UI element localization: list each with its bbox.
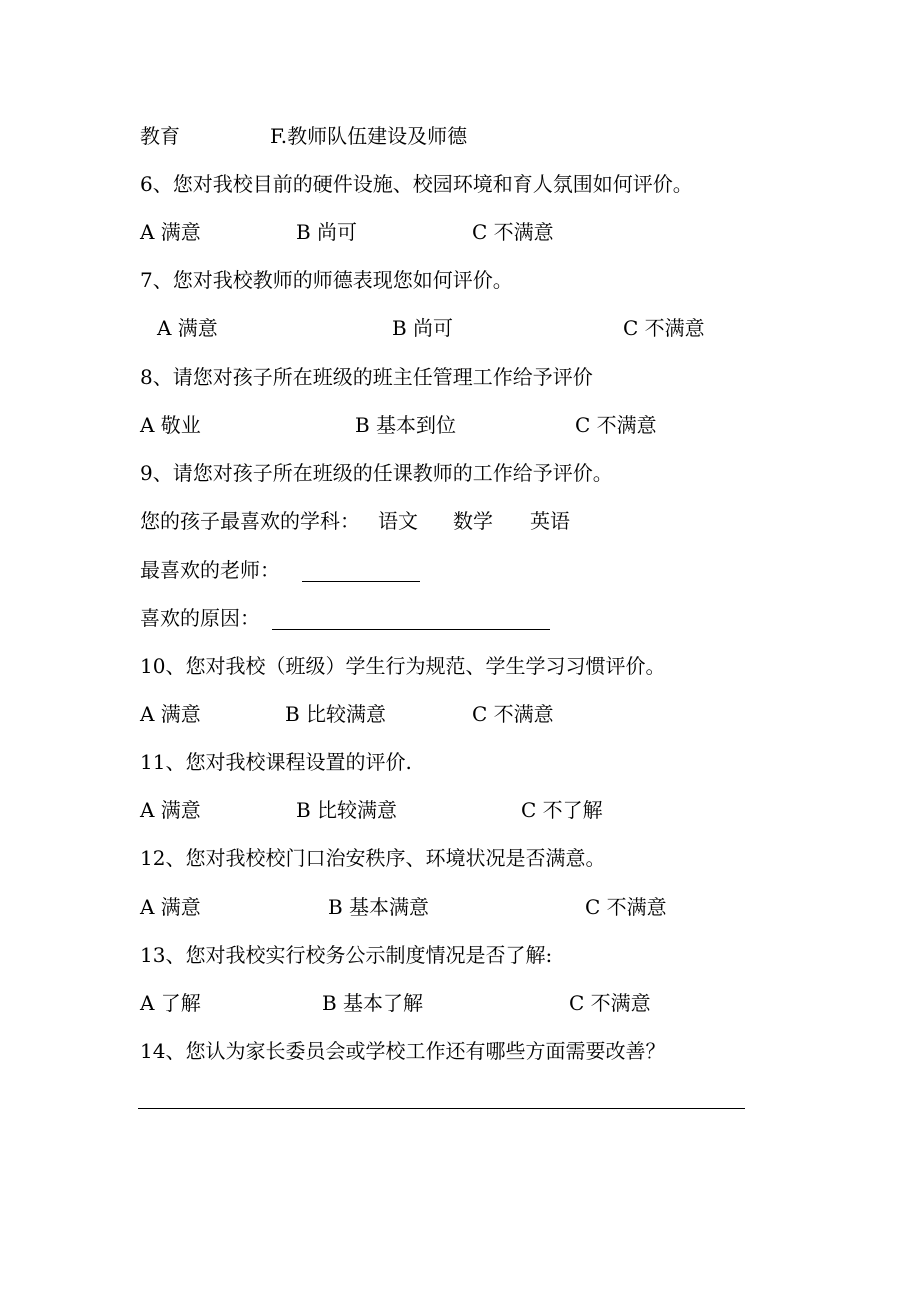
q6-option-b[interactable]: B 尚可 [296,220,358,244]
q8-option-b[interactable]: B 基本到位 [355,413,457,437]
improvement-answer-blank[interactable] [138,1108,745,1109]
q5-option-f: F.教师队伍建设及师德 [270,124,468,148]
subject-math[interactable]: 数学 [453,509,493,533]
favorite-subject-label: 您的孩子最喜欢的学科： [140,509,360,533]
question-13-text: 13、您对我校实行校务公示制度情况是否了解: [140,943,553,967]
q6-option-a[interactable]: A 满意 [140,220,201,244]
q7-option-b[interactable]: B 尚可 [392,316,454,340]
favorite-teacher-label: 最喜欢的老师： [140,558,280,582]
question-11-text: 11、您对我校课程设置的评价. [140,750,412,774]
q11-option-b[interactable]: B 比较满意 [296,798,398,822]
q12-option-b[interactable]: B 基本满意 [328,895,430,919]
question-8-options [0,405,920,445]
question-14-text: 14、您认为家长委员会或学校工作还有哪些方面需要改善？ [140,1039,666,1063]
question-7-options [0,308,920,348]
q13-option-c[interactable]: C 不满意 [569,991,651,1015]
question-6 [0,164,920,204]
question-10-options [0,694,920,734]
question-6-options [0,212,920,252]
q8-option-a[interactable]: A 敬业 [140,413,201,437]
q10-option-c[interactable]: C 不满意 [472,702,554,726]
question-9-text: 9、请您对孩子所在班级的任课教师的工作给予评价。 [140,461,613,485]
q7-option-c[interactable]: C 不满意 [623,316,705,340]
question-7-text: 7、您对我校教师的师德表现您如何评价。 [140,268,513,292]
q13-option-b[interactable]: B 基本了解 [322,991,424,1015]
q12-option-c[interactable]: C 不满意 [585,895,667,919]
q5-option-e-tail: 教育 [140,124,180,148]
question-11-options [0,790,920,830]
q10-option-a[interactable]: A 满意 [140,702,201,726]
favorite-reason-label: 喜欢的原因： [140,606,260,630]
question-8-text: 8、请您对孩子所在班级的班主任管理工作给予评价 [140,365,593,389]
question-12-text: 12、您对我校校门口治安秩序、环境状况是否满意。 [140,846,606,870]
q11-option-a[interactable]: A 满意 [140,798,201,822]
subject-chinese[interactable]: 语文 [378,509,418,533]
question-12 [0,838,920,878]
question-11 [0,742,920,782]
question-7 [0,260,920,300]
favorite-teacher-blank[interactable] [302,581,420,582]
favorite-teacher-row [0,550,920,590]
question-14 [0,1031,920,1071]
question-12-options [0,887,920,927]
question-13 [0,935,920,975]
favorite-reason-row [0,598,920,638]
question-13-options [0,983,920,1023]
favorite-reason-blank[interactable] [272,629,550,630]
q13-option-a[interactable]: A 了解 [140,991,201,1015]
question-10-text: 10、您对我校（班级）学生行为规范、学生学习习惯评价。 [140,654,666,678]
q8-option-c[interactable]: C 不满意 [575,413,657,437]
subject-english[interactable]: 英语 [530,509,570,533]
question-6-text: 6、您对我校目前的硬件设施、校园环境和育人氛围如何评价。 [140,172,693,196]
question-8 [0,357,920,397]
q6-option-c[interactable]: C 不满意 [472,220,554,244]
question-10 [0,646,920,686]
favorite-subject-row [0,501,920,541]
q11-option-c[interactable]: C 不了解 [521,798,603,822]
q12-option-a[interactable]: A 满意 [140,895,201,919]
question-9 [0,453,920,493]
q7-option-a[interactable]: A 满意 [157,316,218,340]
q10-option-b[interactable]: B 比较满意 [285,702,387,726]
q5-options-tail [0,116,920,156]
